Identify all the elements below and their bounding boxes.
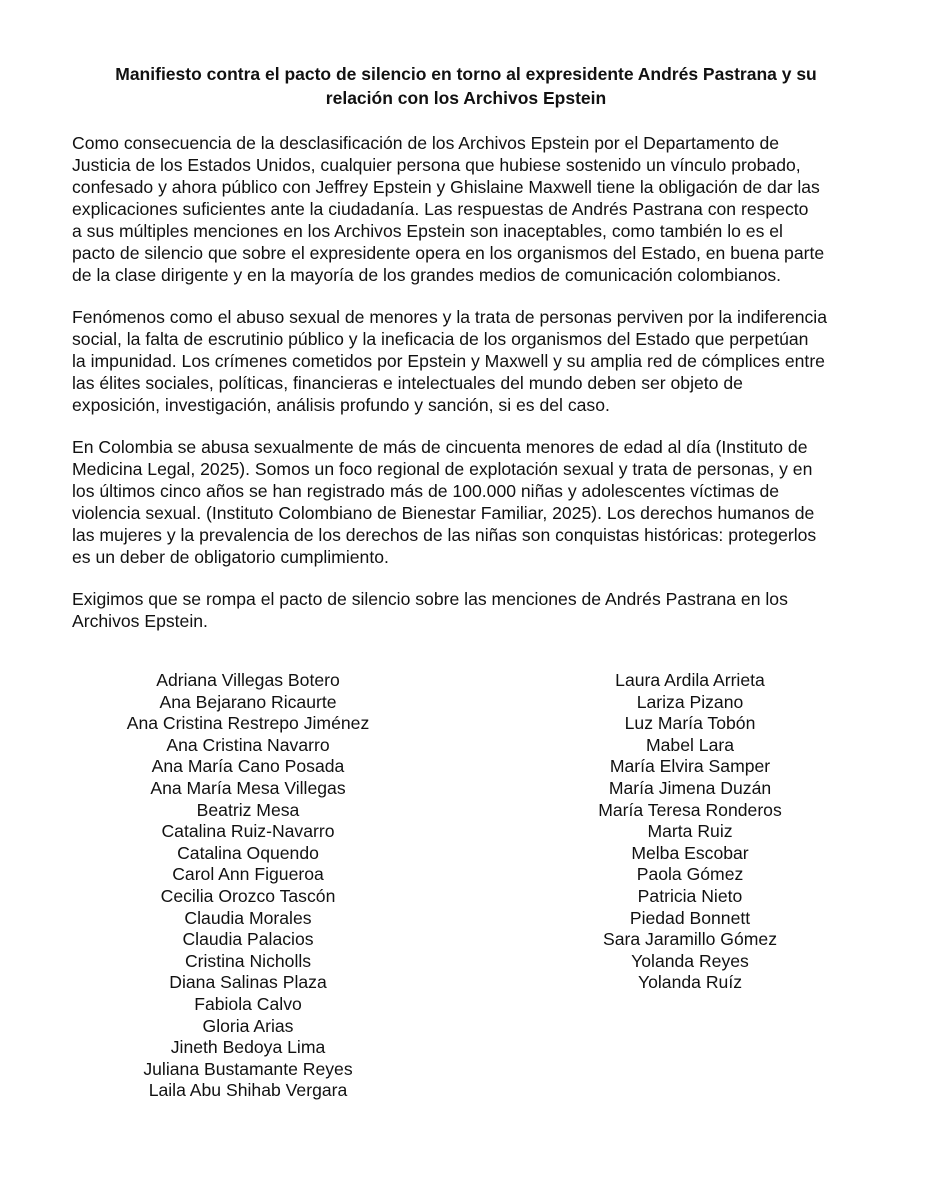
paragraph-line: las élites sociales, políticas, financieras e intelectuales del mundo deben ser objeto de xyxy=(72,373,743,393)
paragraph-line: social, la falta de escrutinio público y la ineficacia de los organismos del Estado que perpetúan xyxy=(72,329,809,349)
paragraph-4 xyxy=(72,588,860,632)
signatory-name: Claudia Palacios xyxy=(182,929,314,950)
signatory-name: Ana Bejarano Ricaurte xyxy=(159,691,337,712)
signatory-name: Marta Ruiz xyxy=(647,821,733,842)
signatory-name: Beatriz Mesa xyxy=(196,799,300,820)
title-line: Manifiesto contra el pacto de silencio en torno al expresidente Andrés Pastrana y su xyxy=(115,64,817,84)
signatory-name: Gloria Arias xyxy=(202,1015,294,1036)
signatory-name: Catalina Oquendo xyxy=(177,842,319,863)
paragraph-line: confesado y ahora público con Jeffrey Epstein y Ghislaine Maxwell tiene la obligación de dar las xyxy=(72,177,820,197)
signatory-name: Jineth Bedoya Lima xyxy=(170,1037,326,1058)
paragraph-line: Justicia de los Estados Unidos, cualquier persona que hubiese sostenido un vínculo probado, xyxy=(72,155,801,175)
signatory-name: Luz María Tobón xyxy=(624,713,756,734)
signatory-name: María Elvira Samper xyxy=(609,756,771,777)
title-line: relación con los Archivos Epstein xyxy=(325,88,607,108)
paragraph-line: de la clase dirigente y en la mayoría de los grandes medios de comunicación colombianos. xyxy=(72,265,782,285)
signatory-name: Cecilia Orozco Tascón xyxy=(160,885,336,906)
signatory-name: Laila Abu Shihab Vergara xyxy=(148,1080,348,1101)
signatory-name: Patricia Nieto xyxy=(637,885,743,906)
signatory-name: Catalina Ruiz-Navarro xyxy=(161,821,335,842)
signatory-name: Laura Ardila Arrieta xyxy=(615,670,765,690)
paragraph-line: pacto de silencio que sobre el expresidente opera en los organismos del Estado, en buena parte xyxy=(72,243,825,263)
signatory-name: Mabel Lara xyxy=(645,734,735,755)
signatory-name: Sara Jaramillo Gómez xyxy=(602,929,778,950)
paragraph-line: En Colombia se abusa sexualmente de más de cincuenta menores de edad al día (Instituto de xyxy=(72,437,808,457)
signatory-name: Cristina Nicholls xyxy=(184,950,312,971)
signatory-name: Yolanda Ruíz xyxy=(637,972,742,993)
paragraph-line: Archivos Epstein. xyxy=(72,611,208,631)
signatory-name: Adriana Villegas Botero xyxy=(156,670,340,690)
signatory-name: Carol Ann Figueroa xyxy=(172,864,324,885)
signatory-name: Paola Gómez xyxy=(636,864,744,885)
signatory-name: Diana Salinas Plaza xyxy=(169,972,327,993)
paragraph-line: Medicina Legal, 2025). Somos un foco regional de explotación sexual y trata de personas, y en xyxy=(72,459,813,479)
paragraph-line: explicaciones suficientes ante la ciudadanía. Las respuestas de Andrés Pastrana con respecto xyxy=(72,199,809,219)
paragraph-1 xyxy=(72,132,860,286)
signatory-name: Yolanda Reyes xyxy=(631,950,749,971)
paragraph-3 xyxy=(72,436,860,568)
signatory-name: Ana María Cano Posada xyxy=(151,756,345,777)
signatory-name: Piedad Bonnett xyxy=(629,907,751,928)
paragraph-line: exposición, investigación, análisis profundo y sanción, si es del caso. xyxy=(72,395,610,415)
paragraph-line: Exigimos que se rompa el pacto de silencio sobre las menciones de Andrés Pastrana en los xyxy=(72,589,788,609)
signatory-name: María Teresa Ronderos xyxy=(598,799,782,820)
signatory-name: Lariza Pizano xyxy=(636,691,744,712)
paragraph-line: es un deber de obligatorio cumplimiento. xyxy=(72,547,389,567)
signatory-name: Ana María Mesa Villegas xyxy=(150,777,346,798)
paragraph-2 xyxy=(72,306,860,416)
paragraph-line: Como consecuencia de la desclasificación de los Archivos Epstein por el Departamento de xyxy=(72,133,780,153)
paragraph-line: a sus múltiples menciones en los Archivos Epstein son inaceptables, como también lo es el xyxy=(72,221,783,241)
signatory-name: Juliana Bustamante Reyes xyxy=(143,1058,353,1079)
signatory-name: Fabiola Calvo xyxy=(194,993,302,1014)
signatories-left-column xyxy=(88,670,408,1102)
paragraph-line: violencia sexual. (Instituto Colombiano de Bienestar Familiar, 2025). Los derechos humanos de xyxy=(72,503,815,523)
signatory-name: Melba Escobar xyxy=(631,842,749,863)
signatories-right-column xyxy=(530,670,850,994)
signatory-name: Ana Cristina Navarro xyxy=(166,734,330,755)
paragraph-line: los últimos cinco años se han registrado más de 100.000 niñas y adolescentes víctimas de xyxy=(72,481,780,501)
paragraph-line: las mujeres y la prevalencia de los derechos de las niñas son conquistas históricas: protegerlos xyxy=(72,525,817,545)
signatory-name: Claudia Morales xyxy=(184,907,312,928)
paragraph-line: la impunidad. Los crímenes cometidos por Epstein y Maxwell y su amplia red de cómplices entre xyxy=(72,351,825,371)
paragraph-line: Fenómenos como el abuso sexual de menores y la trata de personas perviven por la indiferencia xyxy=(72,307,828,327)
signatory-name: María Jimena Duzán xyxy=(608,777,772,798)
signatory-name: Ana Cristina Restrepo Jiménez xyxy=(126,713,370,734)
document-title xyxy=(60,62,872,110)
